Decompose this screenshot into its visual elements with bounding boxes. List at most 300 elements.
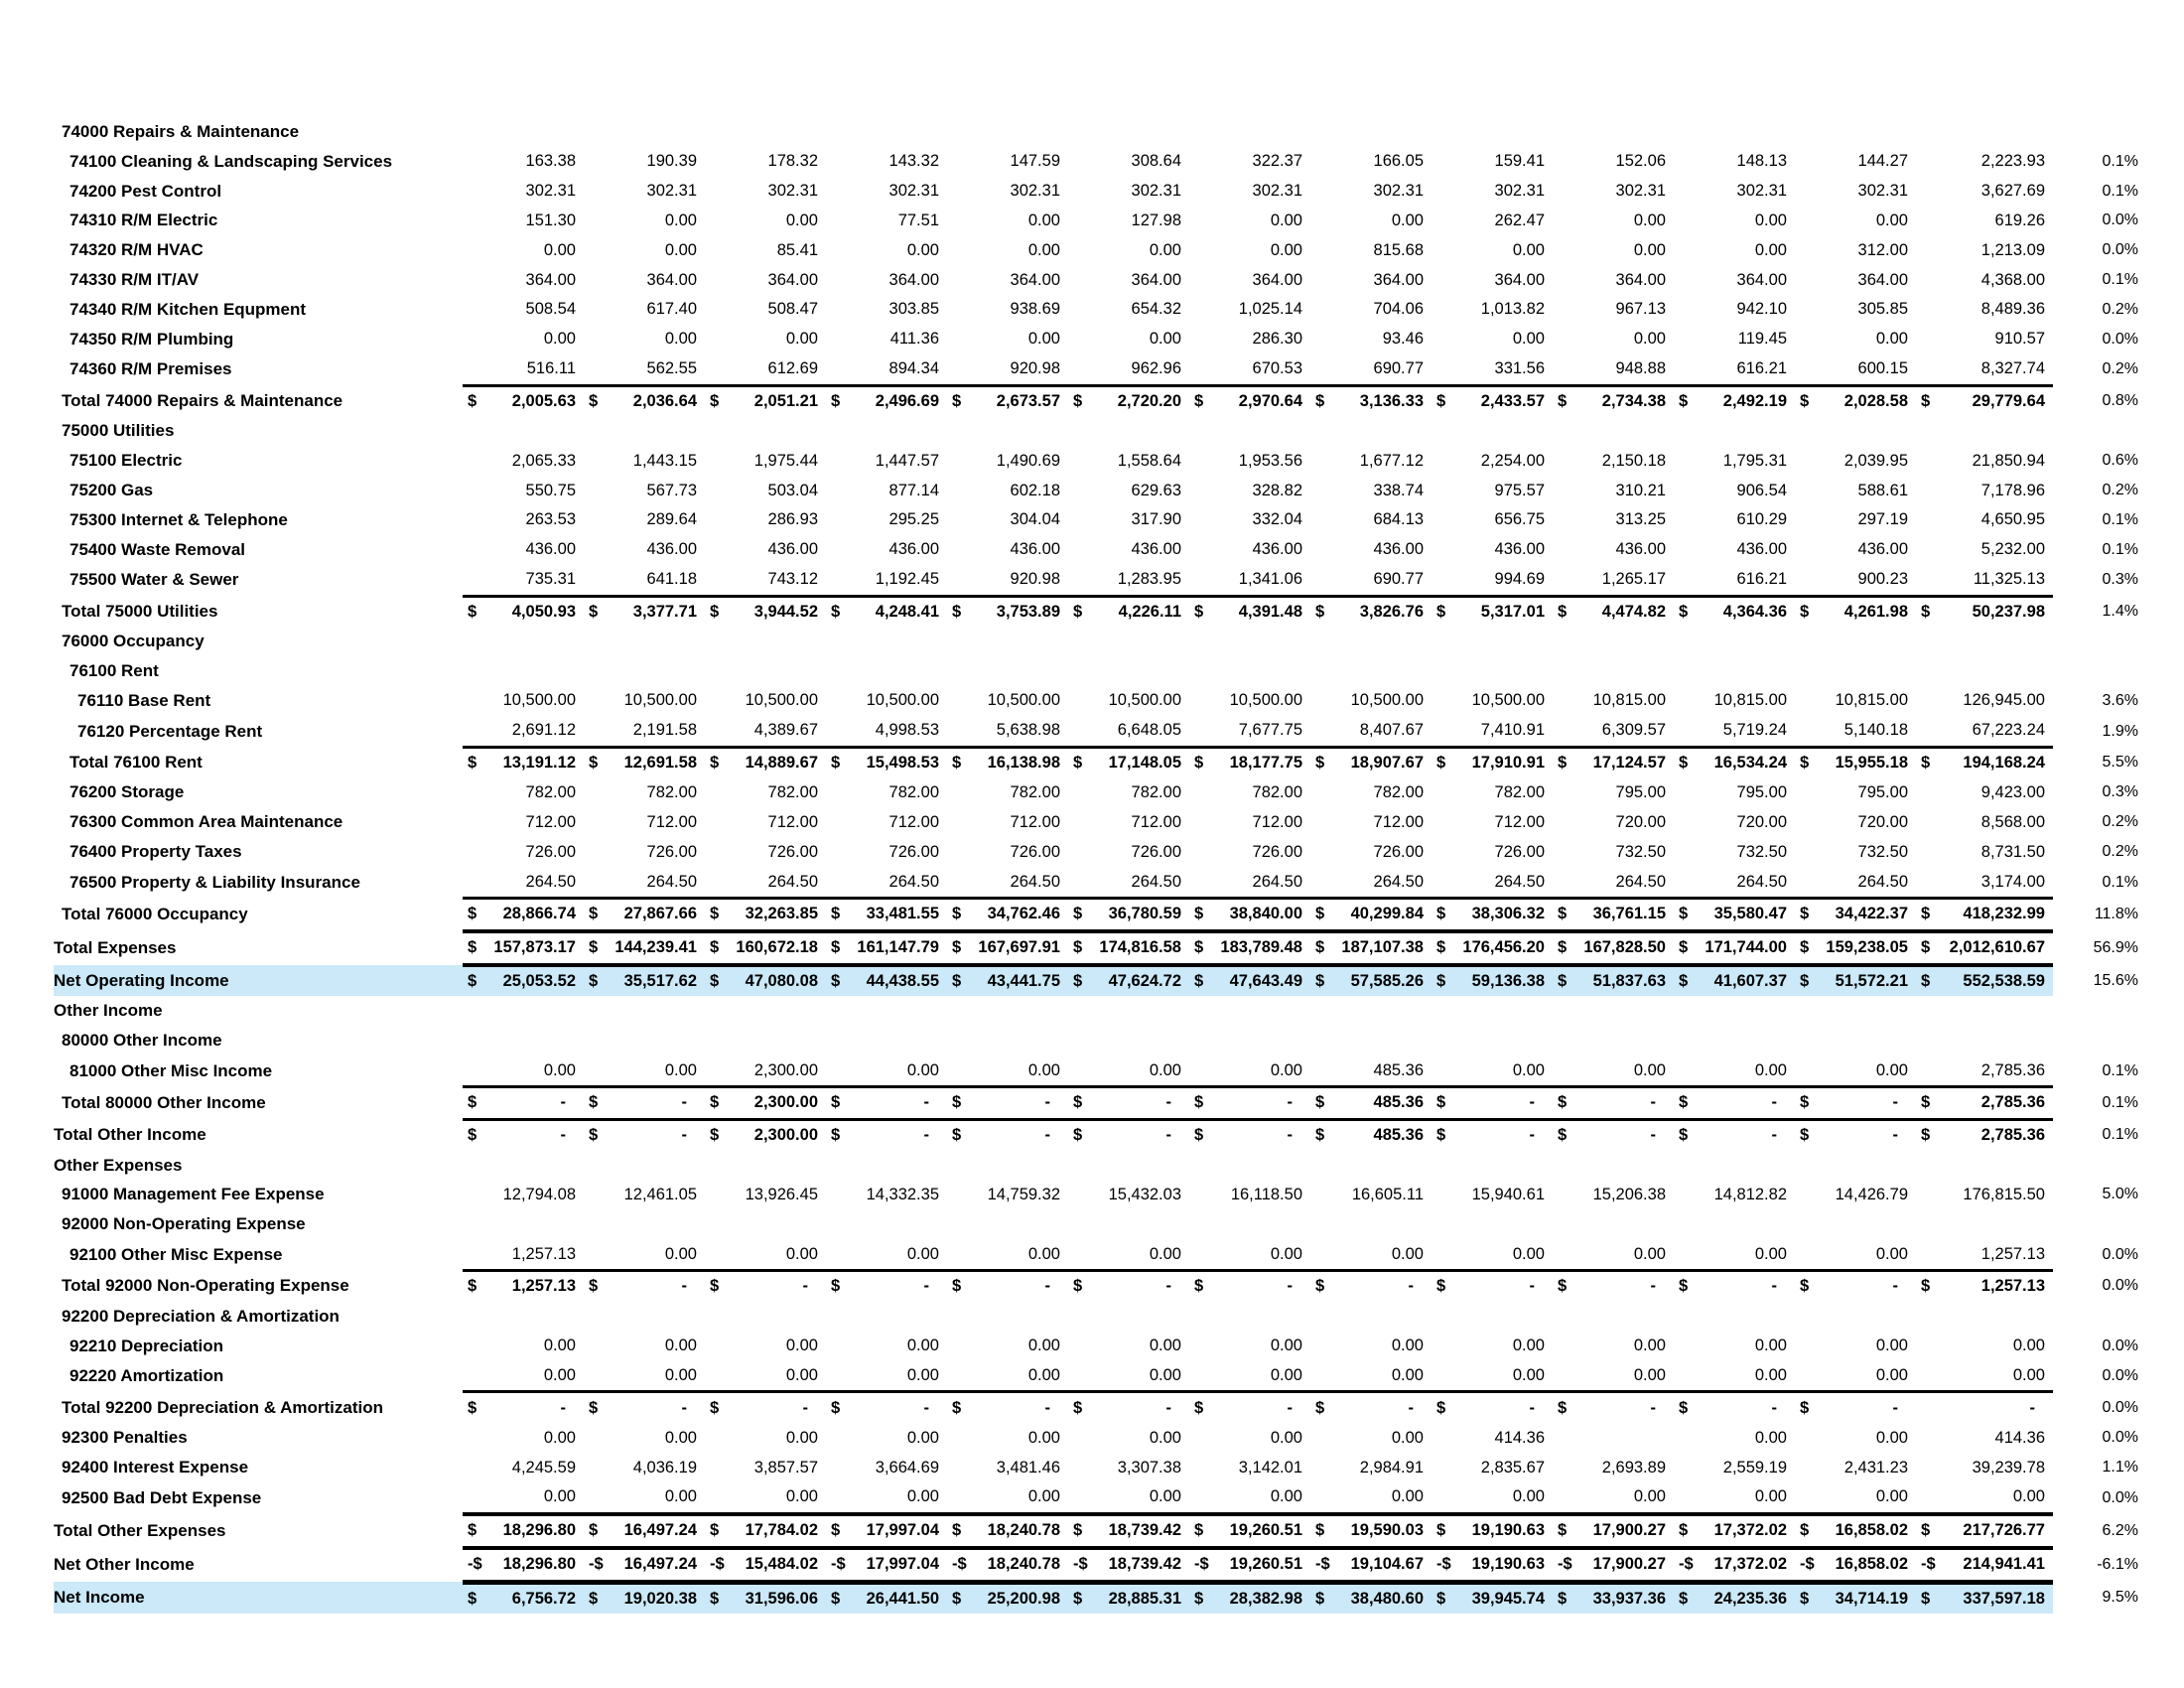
month-value	[1189, 505, 1310, 535]
amount-value: 962.96	[1131, 359, 1181, 378]
amount-value: 364.00	[525, 270, 576, 289]
account-label: 76300 Common Area Maintenance	[69, 812, 343, 832]
amount-value: 0.00	[1391, 1428, 1424, 1447]
month-value	[584, 686, 705, 716]
month-value	[1553, 1151, 1674, 1181]
month-value	[1795, 627, 1916, 656]
amount-value: 0.00	[1270, 1428, 1302, 1447]
amount-value: 732.50	[1736, 842, 1787, 861]
month-value	[584, 535, 705, 565]
month-value	[947, 476, 1068, 505]
month-value	[1432, 596, 1553, 627]
amount-value: -	[802, 1398, 808, 1417]
month-value	[463, 1514, 584, 1548]
amount-value: 302.31	[1010, 182, 1060, 201]
month-value	[1310, 898, 1432, 930]
month-value	[1310, 1332, 1432, 1361]
month-value	[463, 147, 584, 177]
amount-value: -	[1892, 1277, 1898, 1296]
amount-value: 3,627.69	[1980, 182, 2045, 201]
month-value	[947, 1271, 1068, 1302]
amount-value: 176,815.50	[1963, 1185, 2045, 1203]
amount-value: 1,341.06	[1238, 570, 1302, 589]
month-value	[705, 778, 826, 808]
total-value	[1916, 1151, 2053, 1181]
month-value	[705, 1271, 826, 1302]
month-value	[826, 837, 947, 867]
account-label: 92200 Depreciation & Amortization	[62, 1306, 340, 1326]
month-value	[1068, 177, 1189, 207]
month-value	[1553, 354, 1674, 385]
amount-value: 19,190.63	[1471, 1555, 1545, 1574]
month-value	[1432, 1548, 1553, 1582]
amount-value: -	[923, 1398, 929, 1417]
month-value	[1068, 1514, 1189, 1548]
month-value	[1674, 1392, 1795, 1423]
amount-value: 10,500.00	[1229, 691, 1302, 710]
month-value	[1432, 837, 1553, 867]
month-value	[705, 207, 826, 236]
month-value	[1310, 385, 1432, 416]
amount-value: 264.50	[767, 872, 818, 891]
month-value	[1432, 235, 1553, 265]
month-value	[1189, 535, 1310, 565]
amount-value: 38,840.00	[1229, 905, 1302, 923]
month-value	[705, 235, 826, 265]
month-value	[1674, 265, 1795, 295]
amount-value: 0.00	[543, 240, 576, 259]
month-value	[1553, 476, 1674, 505]
month-value	[1310, 1453, 1432, 1482]
amount-value: -	[1165, 1126, 1171, 1145]
amount-value: 10,500.00	[1471, 691, 1545, 710]
month-value	[947, 1181, 1068, 1210]
dollar-sign: $	[1315, 1093, 1325, 1112]
dollar-sign: $	[1436, 1126, 1446, 1145]
percent-of-income-value: 0.8%	[2102, 391, 2138, 409]
month-value	[1068, 1582, 1189, 1614]
amount-value: 726.00	[767, 842, 818, 861]
amount-value: 4,261.98	[1843, 602, 1908, 621]
dollar-sign: $	[589, 1093, 599, 1112]
month-value	[947, 1453, 1068, 1482]
amount-value: 704.06	[1373, 300, 1424, 319]
month-value	[826, 1361, 947, 1392]
month-value	[947, 965, 1068, 997]
month-value	[1795, 807, 1916, 837]
amount-value: 2,254.00	[1480, 451, 1545, 470]
month-value	[463, 385, 584, 416]
total-value	[1916, 807, 2053, 837]
percent-of-income-value: 0.1%	[2102, 182, 2138, 200]
month-value	[1189, 656, 1310, 686]
month-value	[1432, 565, 1553, 596]
amount-value: 1,257.13	[1980, 1244, 2045, 1263]
month-value	[1795, 716, 1916, 747]
amount-value: 4,389.67	[753, 721, 818, 740]
amount-value: -	[1529, 1277, 1535, 1296]
month-value	[1189, 1548, 1310, 1582]
month-value	[584, 931, 705, 965]
month-value	[1189, 385, 1310, 416]
total-value	[1916, 656, 2053, 686]
month-value	[584, 1302, 705, 1332]
month-value	[1674, 1453, 1795, 1482]
month-value	[1432, 778, 1553, 808]
month-value	[705, 1026, 826, 1055]
amount-value: 0.00	[664, 1428, 697, 1447]
table-row	[54, 1453, 2140, 1482]
account-label: 74100 Cleaning & Landscaping Services	[69, 151, 393, 171]
percent-of-income-value: 0.1%	[2102, 271, 2138, 289]
total-value	[1916, 596, 2053, 627]
percent-of-income-value: 0.2%	[2102, 360, 2138, 378]
table-row	[54, 446, 2140, 476]
amount-value: 712.00	[1252, 812, 1302, 831]
amount-value: 0.00	[1754, 240, 1787, 259]
month-value	[1432, 898, 1553, 930]
amount-value: 6,648.05	[1117, 721, 1181, 740]
amount-value: 0.00	[2012, 1336, 2045, 1355]
amount-value: 0.00	[906, 1428, 939, 1447]
month-value	[1310, 505, 1432, 535]
amount-value: 436.00	[767, 540, 818, 559]
dollar-sign: -$	[1436, 1555, 1451, 1574]
amount-value: 0.00	[1149, 1366, 1181, 1385]
amount-value: 0.00	[664, 1244, 697, 1263]
percent-of-income-value: 9.5%	[2102, 1589, 2138, 1607]
month-value	[1068, 117, 1189, 147]
amount-value: 152.06	[1615, 152, 1666, 171]
month-value	[826, 1423, 947, 1453]
month-value	[826, 996, 947, 1026]
amount-value: 151.30	[525, 211, 576, 229]
amount-value: -	[1650, 1398, 1656, 1417]
month-value	[1068, 1026, 1189, 1055]
amount-value: 0.00	[1391, 1487, 1424, 1506]
dollar-sign: $	[1800, 1398, 1810, 1417]
table-row	[54, 1482, 2140, 1514]
account-label: 74310 R/M Electric	[69, 211, 218, 230]
month-value	[947, 656, 1068, 686]
amount-value: 743.12	[767, 570, 818, 589]
dollar-sign: $	[1921, 754, 1931, 773]
month-value	[1674, 147, 1795, 177]
month-value	[1068, 1055, 1189, 1086]
percent-of-income-value: 5.5%	[2102, 753, 2138, 771]
amount-value: 1,975.44	[753, 451, 818, 470]
amount-value: 21,850.94	[1972, 451, 2045, 470]
month-value	[1553, 416, 1674, 446]
amount-value: 910.57	[1994, 330, 2045, 349]
amount-value: 414.36	[1994, 1428, 2045, 1447]
month-value	[705, 837, 826, 867]
month-value	[1432, 1181, 1553, 1210]
amount-value: 297.19	[1857, 510, 1908, 529]
month-value	[1189, 1453, 1310, 1482]
total-value	[1916, 147, 2053, 177]
dollar-sign: $	[952, 754, 962, 773]
percent-of-income-value: 1.4%	[2102, 602, 2138, 620]
month-value	[1432, 627, 1553, 656]
dollar-sign: $	[1073, 602, 1083, 621]
amount-value: 10,500.00	[987, 691, 1060, 710]
month-value	[1674, 1361, 1795, 1392]
month-value	[1310, 295, 1432, 325]
month-value	[826, 1332, 947, 1361]
month-value	[705, 1548, 826, 1582]
amount-value: 726.00	[1373, 842, 1424, 861]
account-label: Total Other Expenses	[54, 1520, 226, 1540]
month-value	[1674, 1271, 1795, 1302]
table-row	[54, 177, 2140, 207]
month-value	[1310, 1582, 1432, 1614]
month-value	[1068, 565, 1189, 596]
month-value	[1068, 778, 1189, 808]
month-value	[1310, 535, 1432, 565]
total-value	[1916, 1271, 2053, 1302]
amount-value: 508.47	[767, 300, 818, 319]
amount-value: 10,500.00	[1350, 691, 1424, 710]
month-value	[584, 837, 705, 867]
amount-value: 302.31	[1857, 182, 1908, 201]
amount-value: 0.00	[1875, 1244, 1908, 1263]
dollar-sign: $	[468, 1093, 478, 1112]
month-value	[463, 778, 584, 808]
account-label: Net Operating Income	[54, 965, 463, 997]
amount-value: 15,432.03	[1108, 1185, 1181, 1203]
amount-value: 6,309.57	[1601, 721, 1666, 740]
month-value	[1189, 1332, 1310, 1361]
month-value	[1674, 476, 1795, 505]
amount-value: 0.00	[2012, 1366, 2045, 1385]
month-value	[1432, 807, 1553, 837]
account-label: 76000 Occupancy	[62, 632, 205, 651]
month-value	[1553, 1423, 1674, 1453]
amount-value: 712.00	[1494, 812, 1545, 831]
total-value	[1916, 747, 2053, 777]
amount-value: 2,785.36	[1980, 1126, 2045, 1145]
month-value	[705, 1239, 826, 1270]
dollar-sign: $	[1194, 1398, 1204, 1417]
amount-value: 712.00	[1131, 812, 1181, 831]
amount-value: 40,299.84	[1350, 905, 1424, 923]
table-row	[54, 965, 2140, 997]
amount-value: 4,226.11	[1118, 602, 1181, 621]
amount-value: 3,481.46	[996, 1458, 1060, 1477]
month-value	[1674, 1209, 1795, 1239]
amount-value: 171,744.00	[1705, 938, 1787, 957]
amount-value: 712.00	[888, 812, 939, 831]
month-value	[947, 931, 1068, 965]
month-value	[1795, 1302, 1916, 1332]
month-value	[463, 354, 584, 385]
amount-value: 436.00	[888, 540, 939, 559]
account-label: Total 76000 Occupancy	[62, 905, 248, 924]
dollar-sign: $	[589, 1589, 599, 1608]
month-value	[584, 1361, 705, 1392]
amount-value: 2,028.58	[1843, 392, 1908, 411]
amount-value: 17,900.27	[1592, 1521, 1666, 1540]
month-value	[584, 1582, 705, 1614]
amount-value: 4,248.41	[875, 602, 939, 621]
month-value	[1553, 147, 1674, 177]
month-value	[705, 385, 826, 416]
month-value	[463, 627, 584, 656]
dollar-sign: $	[1921, 602, 1931, 621]
amount-value: 2,785.36	[1980, 1093, 2045, 1112]
month-value	[584, 1514, 705, 1548]
month-value	[1432, 385, 1553, 416]
amount-value: 8,568.00	[1980, 812, 2045, 831]
month-value	[1795, 295, 1916, 325]
month-value	[1189, 1361, 1310, 1392]
amount-value: 47,624.72	[1108, 972, 1181, 991]
month-value	[826, 565, 947, 596]
month-value	[1189, 778, 1310, 808]
dollar-sign: $	[831, 1398, 841, 1417]
amount-value: 16,605.11	[1351, 1185, 1424, 1203]
amount-value: 16,858.02	[1835, 1521, 1908, 1540]
amount-value: 264.50	[1373, 872, 1424, 891]
month-value	[705, 535, 826, 565]
month-value	[1795, 1423, 1916, 1453]
month-value	[1310, 596, 1432, 627]
month-value	[705, 147, 826, 177]
total-value	[1916, 446, 2053, 476]
month-value	[463, 207, 584, 236]
month-value	[1795, 1181, 1916, 1210]
month-value	[1068, 265, 1189, 295]
amount-value: 364.00	[1615, 270, 1666, 289]
month-value	[1674, 1151, 1795, 1181]
month-value	[1674, 416, 1795, 446]
amount-value: 15,206.38	[1592, 1185, 1666, 1203]
account-label: 75400 Waste Removal	[69, 539, 246, 559]
amount-value: 59,136.38	[1471, 972, 1545, 991]
month-value	[1795, 1548, 1916, 1582]
month-value	[1068, 207, 1189, 236]
month-value	[1310, 1151, 1432, 1181]
month-value	[826, 535, 947, 565]
amount-value: -	[560, 1398, 566, 1417]
month-value	[1310, 627, 1432, 656]
amount-value: -	[1408, 1398, 1414, 1417]
amount-value: 1,265.17	[1601, 570, 1666, 589]
dollar-sign: $	[1558, 754, 1568, 773]
percent-of-income-value: 0.0%	[2102, 1398, 2138, 1416]
dollar-sign: $	[1436, 754, 1446, 773]
month-value	[584, 1482, 705, 1514]
month-value	[1068, 505, 1189, 535]
dollar-sign: $	[710, 1126, 720, 1145]
amount-value: 302.31	[888, 182, 939, 201]
amount-value: 0.00	[1875, 1428, 1908, 1447]
amount-value: 3,944.52	[753, 602, 818, 621]
month-value	[1795, 898, 1916, 930]
month-value	[1795, 207, 1916, 236]
month-value	[1432, 867, 1553, 898]
amount-value: 161,147.79	[857, 938, 939, 957]
dollar-sign: $	[1194, 1521, 1204, 1540]
amount-value: 302.31	[1252, 182, 1302, 201]
amount-value: 166.05	[1373, 152, 1424, 171]
amount-value: 3,136.33	[1359, 392, 1424, 411]
dollar-sign: $	[1558, 602, 1568, 621]
total-value	[1916, 1361, 2053, 1392]
month-value	[1795, 265, 1916, 295]
month-value	[1432, 535, 1553, 565]
month-value	[463, 1548, 584, 1582]
amount-value: 782.00	[1010, 782, 1060, 801]
dollar-sign: $	[1558, 392, 1568, 411]
amount-value: 3,857.57	[753, 1458, 818, 1477]
table-row	[54, 596, 2140, 627]
month-value	[1068, 1151, 1189, 1181]
month-value	[463, 898, 584, 930]
amount-value: 684.13	[1373, 510, 1424, 529]
month-value	[1189, 1302, 1310, 1332]
amount-value: 726.00	[525, 842, 576, 861]
amount-value: 795.00	[1857, 782, 1908, 801]
month-value	[1674, 117, 1795, 147]
dollar-sign: $	[1436, 392, 1446, 411]
month-value	[826, 177, 947, 207]
month-value	[1189, 354, 1310, 385]
month-value	[1189, 596, 1310, 627]
month-value	[1674, 837, 1795, 867]
month-value	[705, 1332, 826, 1361]
month-value	[463, 265, 584, 295]
month-value	[463, 1151, 584, 1181]
month-value	[463, 235, 584, 265]
amount-value: -	[1650, 1126, 1656, 1145]
amount-value: 2,191.58	[632, 721, 697, 740]
amount-value: 720.00	[1857, 812, 1908, 831]
amount-value: 2,734.38	[1601, 392, 1666, 411]
month-value	[463, 565, 584, 596]
amount-value: 289.64	[646, 510, 697, 529]
month-value	[1310, 931, 1432, 965]
month-value	[1189, 898, 1310, 930]
amount-value: 264.50	[1736, 872, 1787, 891]
amount-value: 732.50	[1857, 842, 1908, 861]
dollar-sign: $	[1315, 1398, 1325, 1417]
month-value	[826, 325, 947, 354]
amount-value: 0.00	[906, 1244, 939, 1263]
amount-value: 364.00	[1857, 270, 1908, 289]
dollar-sign: $	[1194, 905, 1204, 923]
dollar-sign: $	[468, 905, 478, 923]
month-value	[1674, 627, 1795, 656]
dollar-sign: $	[710, 1398, 720, 1417]
amount-value: 8,489.36	[1980, 300, 2045, 319]
amount-value: 34,714.19	[1835, 1589, 1908, 1608]
month-value	[1432, 325, 1553, 354]
percent-of-income-value: 0.2%	[2102, 813, 2138, 831]
amount-value: 712.00	[525, 812, 576, 831]
amount-value: 0.00	[543, 1336, 576, 1355]
amount-value: 0.00	[1270, 1060, 1302, 1079]
dollar-sign: $	[831, 1093, 841, 1112]
amount-value: 2,559.19	[1722, 1458, 1787, 1477]
percent-of-income-value: 56.9%	[2093, 938, 2138, 956]
table-row	[54, 207, 2140, 236]
account-label: Total 74000 Repairs & Maintenance	[62, 390, 343, 410]
dollar-sign: $	[952, 905, 962, 923]
amount-value: 2,036.64	[632, 392, 697, 411]
month-value	[1310, 837, 1432, 867]
